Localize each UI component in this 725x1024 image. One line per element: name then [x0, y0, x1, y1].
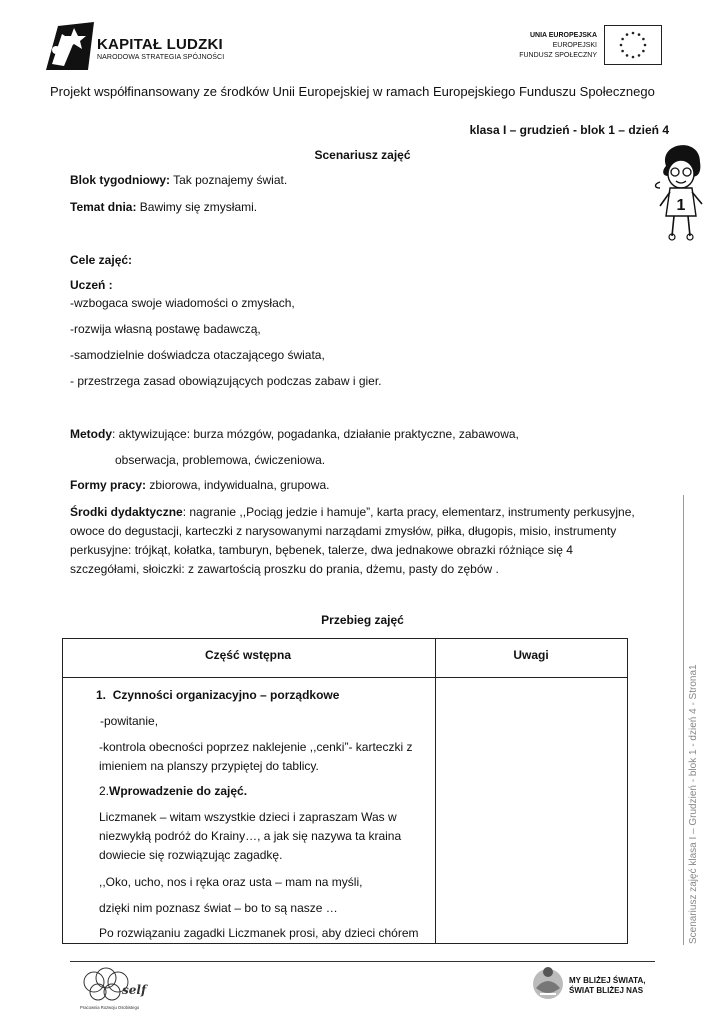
goal-item: -rozwija własną postawę badawczą, — [70, 322, 261, 336]
document-title: Scenariusz zajęć — [314, 148, 411, 162]
temat-line — [70, 200, 257, 214]
project-line: Projekt współfinansowany ze środków Unii Europejskiej w ramach Europejskiego Funduszu Społecznego — [50, 84, 655, 99]
przebieg-heading: Przebieg zajęć — [321, 613, 404, 627]
row-text: dzięki nim poznasz świat – bo to są nasze … — [99, 901, 338, 915]
row-text: ,,Oko, ucho, nos i ręka oraz usta – mam na myśli, — [99, 875, 363, 889]
self-word: self — [122, 983, 147, 997]
item1-number: 1. — [96, 688, 107, 702]
course-info: klasa I – grudzień - blok 1 – dzień 4 — [469, 123, 669, 137]
row-text: niezwykłą podróż do Krainy…, a jak się nazywa ta kraina — [99, 829, 402, 843]
eu-line-3: FUNDUSZ SPOŁECZNY — [519, 52, 597, 59]
formy-label: Formy pracy: — [70, 478, 147, 492]
my-blizej-swiata-logo — [530, 964, 566, 1004]
self-caption: Pracownia Rozwoju Osobistego — [80, 1005, 140, 1010]
eu-line-1: UNIA EUROPEJSKA — [529, 32, 597, 39]
my-blizej-swiata-text — [569, 976, 645, 996]
metody-value: : aktywizujące: burza mózgów, pogadanka, działanie praktyczne, zabawowa, — [112, 427, 519, 441]
row-text: -kontrola obecności poprzez naklejenie ,,cenki”- karteczki z — [99, 740, 413, 754]
mb-line-1: MY BLIŻEJ ŚWIATA, — [569, 976, 646, 985]
blok-value: Tak poznajemy świat. — [170, 173, 288, 187]
side-footer-text: Scenariusz zajęć klasa I – Grudzień - blok 1 - dzień 4 - Strona1 — [688, 664, 699, 944]
goal-item: -samodzielnie doświadcza otaczającego świata, — [70, 348, 325, 362]
item1-title: Czynności organizacyjno – porządkowe — [112, 688, 340, 702]
eu-line-2: EUROPEJSKI — [552, 42, 597, 49]
mascot-number: 1 — [676, 197, 686, 214]
table-header-rule — [63, 677, 627, 678]
item2-number: 2. — [99, 784, 110, 798]
blok-label: Blok tygodniowy: — [70, 173, 170, 187]
srodki-line: : nagranie ,,Pociąg jedzie i hamuje”, karta pracy, elementarz, instrumenty perkusyjne, — [182, 505, 635, 519]
temat-value: Bawimy się zmysłami. — [136, 200, 258, 214]
row-text: dowiecie się rozwiązując zagadkę. — [99, 848, 283, 862]
metody-line — [70, 427, 519, 441]
formy-line — [70, 478, 329, 492]
row-text: -powitanie, — [100, 714, 159, 728]
formy-value: zbiorowa, indywidualna, grupowa. — [146, 478, 330, 492]
brand-subtitle: NARODOWA STRATEGIA SPÓJNOŚCI — [97, 54, 225, 61]
footer-rule — [70, 961, 655, 962]
metody-label: Metody — [70, 427, 112, 441]
eu-text-block — [519, 31, 597, 61]
kapital-ludzki-logo — [44, 20, 96, 72]
srodki-line: szczegółami, słoiczki: z zawartością proszku do prania, dżemu, pasty do zębów . — [70, 562, 499, 576]
item2-title: Wprowadzenie do zajęć. — [109, 784, 248, 798]
row-text: Liczmanek – witam wszystkie dzieci i zapraszam Was w — [99, 810, 397, 824]
metody-continuation: obserwacja, problemowa, ćwiczeniowa. — [115, 453, 326, 467]
col1-header: Część wstępna — [204, 648, 292, 662]
cele-heading: Cele zajęć: — [70, 253, 133, 267]
uczen-heading: Uczeń : — [70, 278, 113, 292]
srodki-label: Środki dydaktyczne — [70, 505, 183, 519]
item1-heading — [96, 688, 339, 702]
row-text: imieniem na planszy przypiętej do tablicy. — [99, 759, 319, 773]
self-logo — [78, 966, 152, 1012]
side-rule — [683, 495, 684, 945]
srodki-paragraph — [70, 503, 655, 579]
table-column-rule — [435, 639, 436, 943]
item2-heading — [99, 784, 247, 798]
brand-title: KAPITAŁ LUDZKI — [97, 36, 223, 53]
goal-item: -wzbogaca swoje wiadomości o zmysłach, — [70, 296, 295, 310]
blok-line — [70, 173, 287, 187]
temat-label: Temat dnia: — [70, 200, 137, 214]
srodki-line: perkusyjne: trójkąt, kołatka, tamburyn, bębenek, talerze, dwa jednakowe obrazki różniące się 4 — [70, 543, 573, 557]
srodki-line: owoce do degustacji, karteczki z narysowanymi narządami zmysłów, piłka, długopis, misio, instrumenty — [70, 524, 617, 538]
col2-header: Uwagi — [513, 648, 549, 662]
eu-flag-icon — [604, 25, 662, 65]
goal-item: - przestrzega zasad obowiązujących podczas zabaw i gier. — [70, 374, 382, 388]
mb-line-2: ŚWIAT BLIŻEJ NAS — [569, 986, 644, 995]
row-text: Po rozwiązaniu zagadki Liczmanek prosi, aby dzieci chórem — [99, 926, 419, 940]
